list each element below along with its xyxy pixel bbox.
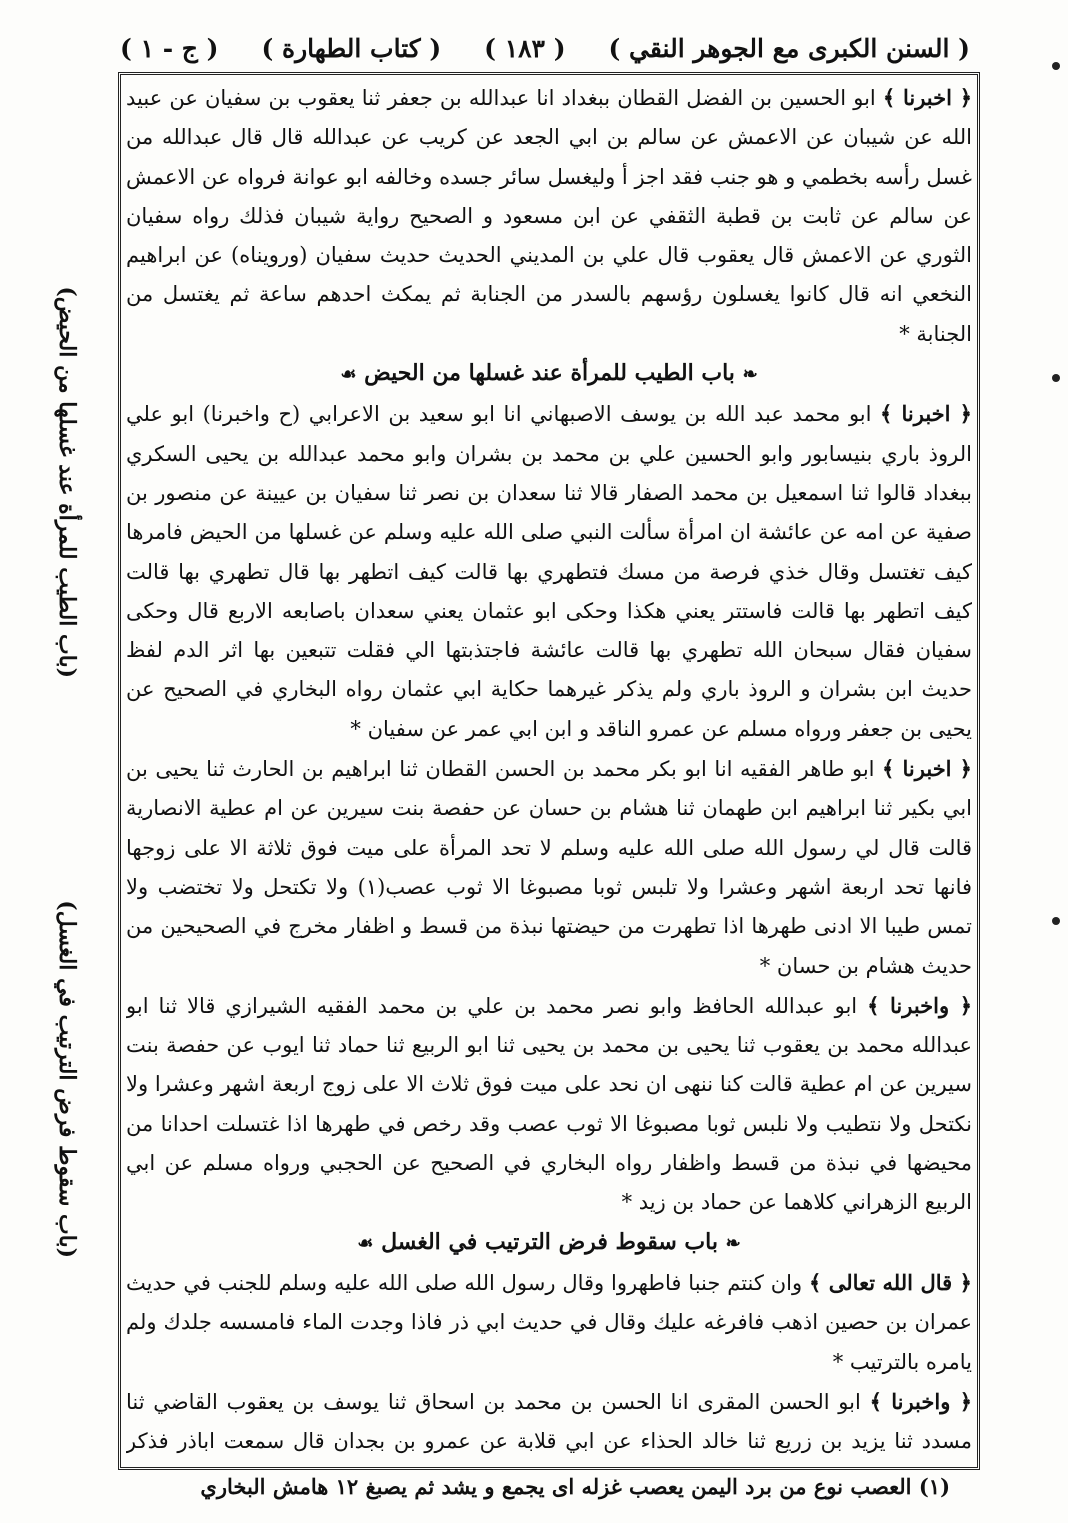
paragraph-text: وان كنتم جنبا فاطهروا وقال رسول الله صلى الله عليه وسلم للجنب في حديث عمران بن حصين اذهب فافرغه عليك وقال في حديث ابي ذر فاذا وجدت الماء فامسسه جلدك ولم يامره بالترتيب * xyxy=(126,1270,972,1374)
paragraph-text: ابو طاهر الفقيه انا ابو بكر محمد بن الحسن القطان ثنا ابراهيم بن الحارث ثنا يحيى بن ابي بكير ثنا ابراهيم ابن طهمان ثنا هشام بن حسان عن حفصة بنت سيرين عن ام عطية الانصارية قالت قال لي رسول الله صلى الله عليه وسلم لا تحد المرأة على ميت فوق ثلاثة الا على زوجها فانها تحد اربعة اشهر وعشرا ولا تلبس ثوبا مصبوغا الا ثوب عصب(١) ولا تكتحل ولا تختضب ولا تمس طيبا الا ادنى طهرها اذا تطهرت من حيضتها نبذة من قسط و اظفار مخرج في الصحيحين من حديث هشام بن حسان * xyxy=(126,757,972,978)
page-number: ( ١٨٣ ) xyxy=(484,33,566,63)
chapter-title: باب سقوط فرض الترتيب في الغسل xyxy=(381,1228,718,1255)
paragraph-text: ابو الحسين بن الفضل القطان ببغداد انا عبدالله بن جعفر ثنا يعقوب بن سفيان عن عبيد الله عن شيبان عن الاعمش عن سالم بن ابي الجعد عن كريب عن عبدالله قال قال عبدالله من غسل رأسه بخطمي و هو جنب فقد اجز أ وليغسل سائر جسده وخالفه ابو عوانة فرواه عن الاعمش عن سالم عن ثابت بن قطبة الثقفي عن ابن مسعود و الصحيح رواية شيبان فذلك رواه سفيان الثوري عن الاعمش قال يعقوب قال علي بن المديني الحديث حديث سفيان (ورويناه) عن ابراهيم النخعي انه قال كانوا يغسلون رؤسهم بالسدر من الجنابة ثم يمكث احدهم ساعة ثم يغتسل من الجنابة * xyxy=(126,86,972,346)
paragraph-lead: ﴿ اخبرنا ﴾ xyxy=(882,85,972,110)
hadith-paragraph xyxy=(126,394,972,749)
ornament-icon: ❧ xyxy=(742,364,758,386)
binding-hole-mark xyxy=(1052,374,1060,382)
hadith-paragraph xyxy=(126,1382,972,1466)
margin-note: (باب الطيب للمرأة عند غسلها من الحيض) xyxy=(54,286,80,678)
ornament-icon: ❧ xyxy=(725,1232,741,1254)
ornament-icon: ☙ xyxy=(357,1232,374,1254)
hadith-paragraph xyxy=(126,986,972,1223)
volume-number: ( ج - ١ ) xyxy=(120,33,219,63)
hadith-paragraph xyxy=(126,1263,972,1382)
paragraph-text: ابو الحسن المقرى انا الحسن بن محمد بن اسحاق ثنا يوسف بن يعقوب القاضي ثنا مسدد ثنا يزيد بن زريع ثنا خالد الحذاء عن ابي قلابة عن عمرو بن بجدان قال سمعت اباذر فذكر xyxy=(126,1389,972,1454)
footnote: (١) العصب نوع من برد اليمن يعصب غزله اى يجمع و يشد ثم يصبغ ١٢ هامش البخاري xyxy=(200,1474,950,1499)
paragraph-lead: ﴿ قال الله تعالى ﴾ xyxy=(808,1269,972,1295)
chapter-title: باب الطيب للمرأة عند غسلها من الحيض xyxy=(364,360,735,387)
paragraph-lead: ﴿ واخبرنا ﴾ xyxy=(869,1388,972,1414)
paragraph-lead: ﴿ اخبرنا ﴾ xyxy=(880,401,972,427)
ornament-icon: ☙ xyxy=(340,364,357,386)
section-title: ( كتاب الطهارة ) xyxy=(261,33,442,63)
paragraph-lead: ﴿ واخبرنا ﴾ xyxy=(867,992,972,1018)
book-title: ( السنن الكبرى مع الجوهر النقي ) xyxy=(608,33,970,63)
paragraph-lead: ﴿ اخبرنا ﴾ xyxy=(882,756,972,782)
page-header xyxy=(120,28,970,68)
chapter-heading xyxy=(126,1223,972,1263)
main-text xyxy=(126,78,972,1466)
hadith-paragraph xyxy=(126,749,972,986)
hadith-paragraph xyxy=(126,78,972,354)
chapter-heading xyxy=(126,354,972,394)
paragraph-text: ابو عبدالله الحافظ وابو نصر محمد بن علي بن محمد الفقيه الشيرازي قالا ثنا ابو عبدالله محمد بن يعقوب ثنا يحيى بن محمد بن يحيى ثنا ابو الربيع ثنا حماد ثنا ايوب عن حفصة بنت سيرين عن ام عطية قالت كنا ننهى ان نحد على ميت فوق ثلاث الا على زوج اربعة اشهر وعشرا ولا نكتحل ولا نتطيب ولا نلبس ثوبا مصبوغا الا ثوب عصب وقد رخص في طهرها اذا غتسلت احدانا من محيضها في نبذة من قسط واظفار رواه البخاري في الصحيح عن الحجبي ورواه مسلم عن ابي الربيع الزهراني كلاهما عن حماد بن زيد * xyxy=(126,993,972,1215)
margin-note: (باب سقوط فرض الترتيب في الغسل) xyxy=(54,900,80,1258)
binding-hole-mark xyxy=(1052,62,1060,70)
binding-hole-mark xyxy=(1052,917,1060,925)
paragraph-text: ابو محمد عبد الله بن يوسف الاصبهاني انا ابو سعيد بن الاعرابي (ح واخبرنا) ابو علي الروذ باري بنيسابور وابو الحسين علي بن محمد بن بشران وابو محمد عبدالله بن يحيى السكري ببغداد قالوا ثنا اسمعيل بن محمد الصفار قالا ثنا سعدان بن نصر ثنا سفيان بن عيينة عن منصور بن صفية عن امه عن عائشة ان امرأة سألت النبي صلى الله عليه وسلم عن غسلها من الحيض فامرها كيف تغتسل وقال خذي فرصة من مسك فتطهري بها قالت كيف اتطهر بها قال تطهري بها قالت كيف اتطهر بها قالت فاستتر يعني هكذا وحكى ابو عثمان يعني سعدان باصابعه الاربع قال وحكى سفيان فقال سبحان الله تطهري بها قالت عائشة فاجتذبتها الي فقلت تتبعين بها اثر الدم لفظ حديث ابن بشران و الروذ باري ولم يذكر غيرهما حكاية ابي عثمان رواه البخاري في الصحيح عن يحيى بن جعفر ورواه مسلم عن عمرو الناقد و ابن ابي عمر عن سفيان * xyxy=(126,402,972,741)
